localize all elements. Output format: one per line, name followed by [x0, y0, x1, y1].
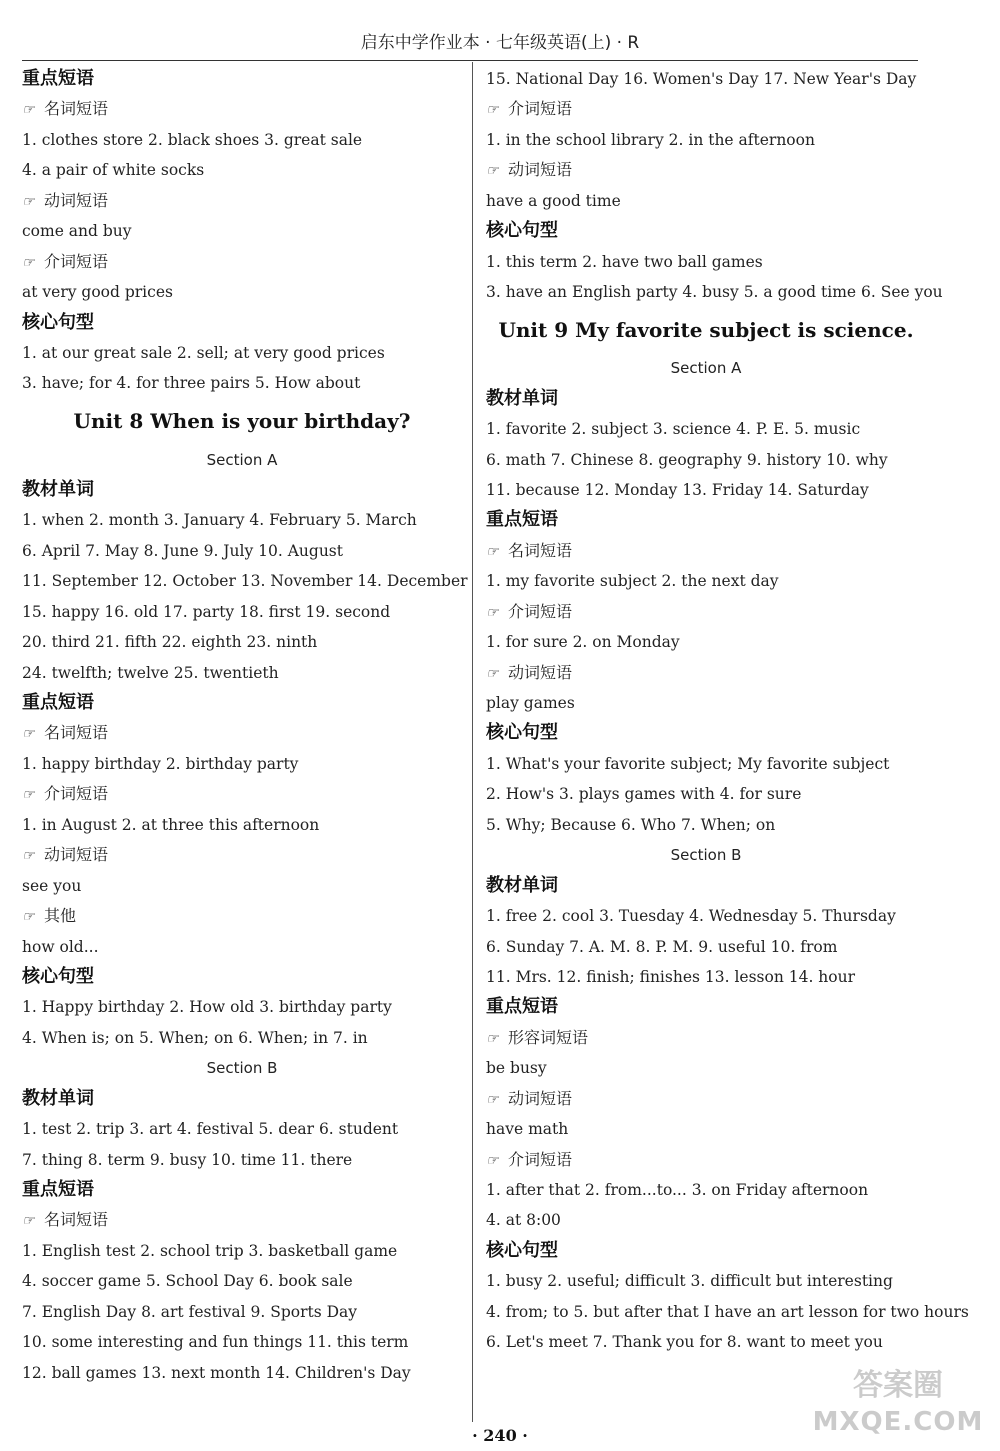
answer-line: 1. busy 2. useful; difficult 3. difficult but interesting — [486, 1272, 893, 1291]
answer-line: 11. September 12. October 13. November 14. December — [22, 572, 468, 591]
answer-line: 1. for sure 2. on Monday — [486, 633, 680, 652]
answer-line: 6. April 7. May 8. June 9. July 10. August — [22, 541, 343, 560]
left-column — [22, 64, 468, 1388]
section-label: Section A — [670, 359, 742, 378]
pointing-hand-icon: ☞ — [486, 102, 498, 119]
answer-line: 24. twelfth; twelve 25. twentieth — [22, 663, 279, 682]
section-heading: 重点短语 — [486, 996, 558, 1018]
pointing-hand-icon: ☞ — [22, 848, 34, 865]
answer-line: 4. When is; on 5. When; on 6. When; in 7. in — [22, 1028, 368, 1047]
answer-line: 15. happy 16. old 17. party 18. first 19. second — [22, 602, 391, 621]
pointing-hand-icon: ☞ — [486, 604, 498, 621]
phrase-category — [22, 186, 462, 216]
pointing-hand-icon: ☞ — [486, 1152, 498, 1169]
answer-line: have a good time — [486, 191, 621, 210]
answer-line: play games — [486, 694, 575, 712]
phrase-category-label: 动词短语 — [508, 1088, 573, 1108]
watermark-text-top: 答案圈 — [853, 1368, 943, 1403]
answer-line: 10. some interesting and fun things 11. this term — [22, 1333, 409, 1352]
section-label: Section A — [206, 450, 278, 469]
phrase-category — [486, 155, 926, 185]
section-heading: 重点短语 — [22, 692, 94, 713]
pointing-hand-icon: ☞ — [486, 163, 498, 180]
answer-line: 1. Happy birthday 2. How old 3. birthday party — [22, 998, 392, 1017]
phrase-category-label: 名词短语 — [44, 1210, 109, 1230]
phrase-category-label: 名词短语 — [44, 723, 109, 743]
answer-line: how old... — [22, 937, 99, 956]
section-heading: 重点短语 — [22, 1179, 94, 1200]
answer-line: come and buy — [22, 222, 132, 241]
answer-line: 3. have an English party 4. busy 5. a good time 6. See you — [486, 283, 943, 302]
header-rule — [22, 60, 918, 61]
watermark-logo — [808, 1366, 988, 1446]
answer-line: 2. How's 3. plays games with 4. for sure — [486, 785, 802, 804]
pointing-hand-icon: ☞ — [486, 1030, 498, 1047]
answer-line: see you — [22, 876, 82, 895]
phrase-category — [486, 536, 926, 566]
answer-line: 4. at 8:00 — [486, 1211, 561, 1230]
phrase-category-label: 动词短语 — [508, 160, 573, 180]
section-heading: 重点短语 — [22, 68, 94, 89]
phrase-category-label: 介词短语 — [508, 601, 573, 621]
page-number: · 240 · — [472, 1426, 528, 1445]
section-heading: 教材单词 — [22, 1087, 94, 1109]
phrase-category-label: 形容词短语 — [508, 1027, 589, 1047]
section-heading: 核心句型 — [486, 722, 558, 744]
phrase-category — [486, 597, 926, 627]
pointing-hand-icon: ☞ — [22, 102, 34, 119]
answer-line: 11. Mrs. 12. finish; finishes 13. lesson 14. hour — [486, 967, 856, 986]
answer-line: 1. this term 2. have two ball games — [486, 252, 763, 271]
pointing-hand-icon: ☞ — [22, 1213, 34, 1230]
pointing-hand-icon: ☞ — [486, 543, 498, 560]
unit-title: Unit 8 When is your birthday? — [73, 408, 411, 433]
pointing-hand-icon: ☞ — [22, 193, 34, 210]
answer-line: 5. Why; Because 6. Who 7. When; on — [486, 815, 776, 834]
answer-line: have math — [486, 1120, 569, 1139]
phrase-category — [486, 1084, 926, 1114]
right-column — [486, 64, 969, 1358]
answer-line: 3. have; for 4. for three pairs 5. How about — [22, 374, 361, 393]
section-heading: 核心句型 — [486, 1239, 558, 1261]
phrase-category-label: 介词短语 — [44, 784, 109, 804]
answer-line: 4. soccer game 5. School Day 6. book sale — [22, 1272, 353, 1291]
answer-line: 1. What's your favorite subject; My favorite subject — [486, 754, 890, 773]
answer-line: 1. English test 2. school trip 3. basketball game — [22, 1241, 398, 1260]
answer-line: 1. my favorite subject 2. the next day — [486, 572, 779, 591]
answer-line: 12. ball games 13. next month 14. Children's Day — [22, 1363, 411, 1382]
phrase-category-label: 介词短语 — [44, 251, 109, 271]
pointing-hand-icon: ☞ — [486, 1091, 498, 1108]
pointing-hand-icon: ☞ — [22, 909, 34, 926]
section-heading: 核心句型 — [486, 220, 558, 242]
answer-line: 1. after that 2. from...to... 3. on Friday afternoon — [486, 1181, 869, 1199]
answer-line: 1. free 2. cool 3. Tuesday 4. Wednesday 5. Thursday — [486, 907, 896, 926]
phrase-category — [22, 901, 462, 931]
phrase-category-label: 介词短语 — [508, 1149, 573, 1169]
phrase-category-label: 介词短语 — [508, 99, 573, 119]
answer-line: 1. clothes store 2. black shoes 3. great sale — [22, 130, 363, 149]
phrase-category — [486, 658, 926, 688]
phrase-category — [22, 840, 462, 870]
answer-line: 1. at our great sale 2. sell; at very good prices — [22, 343, 385, 362]
pointing-hand-icon: ☞ — [22, 726, 34, 743]
answer-line: 1. test 2. trip 3. art 4. festival 5. dear 6. student — [22, 1120, 399, 1139]
section-heading: 重点短语 — [486, 509, 558, 531]
answer-line: 6. Let's meet 7. Thank you for 8. want to meet you — [486, 1333, 883, 1352]
watermark-text-bottom: MXQE.COM — [812, 1407, 984, 1437]
phrase-category — [486, 94, 926, 124]
unit-title: Unit 9 My favorite subject is science. — [498, 317, 914, 342]
phrase-category-label: 名词短语 — [508, 540, 573, 560]
section-heading: 教材单词 — [486, 874, 558, 896]
phrase-category-label: 其他 — [44, 906, 77, 926]
answer-line: 15. National Day 16. Women's Day 17. New Year's Day — [486, 70, 917, 88]
phrase-category — [486, 1145, 926, 1175]
answer-line: at very good prices — [22, 283, 173, 302]
answer-line: 1. in the school library 2. in the afternoon — [486, 130, 815, 149]
pointing-hand-icon: ☞ — [22, 787, 34, 804]
answer-line: be busy — [486, 1059, 547, 1078]
phrase-category — [22, 94, 462, 124]
answer-line: 4. from; to 5. but after that I have an art lesson for two hours — [486, 1302, 969, 1321]
answer-line: 6. math 7. Chinese 8. geography 9. history 10. why — [486, 450, 888, 469]
answer-line: 7. English Day 8. art festival 9. Sports Day — [22, 1302, 358, 1321]
phrase-category — [22, 247, 462, 277]
answer-line: 11. because 12. Monday 13. Friday 14. Saturday — [486, 480, 869, 499]
pointing-hand-icon: ☞ — [486, 665, 498, 682]
section-label: Section B — [670, 846, 742, 865]
answer-line: 1. happy birthday 2. birthday party — [22, 754, 299, 773]
section-heading: 核心句型 — [22, 965, 94, 987]
answer-line: 1. when 2. month 3. January 4. February 5. March — [22, 511, 417, 530]
answer-line: 1. favorite 2. subject 3. science 4. P. E. 5. music — [486, 420, 861, 439]
answer-line: 7. thing 8. term 9. busy 10. time 11. there — [22, 1150, 353, 1169]
answer-line: 6. Sunday 7. A. M. 8. P. M. 9. useful 10. from — [486, 937, 838, 956]
phrase-category — [22, 779, 462, 809]
page-header: 启东中学作业本 · 七年级英语(上) · R — [360, 33, 640, 53]
phrase-category — [22, 718, 462, 748]
pointing-hand-icon: ☞ — [22, 254, 34, 271]
section-heading: 教材单词 — [486, 387, 558, 409]
phrase-category — [22, 1205, 462, 1235]
answer-line: 20. third 21. fifth 22. eighth 23. ninth — [22, 633, 318, 652]
phrase-category-label: 动词短语 — [44, 845, 109, 865]
phrase-category — [486, 1023, 926, 1053]
column-divider — [472, 62, 473, 1422]
answer-line: 4. a pair of white socks — [22, 161, 205, 180]
answer-line: 1. in August 2. at three this afternoon — [22, 815, 320, 834]
phrase-category-label: 动词短语 — [44, 190, 109, 210]
phrase-category-label: 名词短语 — [44, 99, 109, 119]
section-heading: 教材单词 — [22, 478, 94, 500]
section-heading: 核心句型 — [22, 311, 94, 333]
phrase-category-label: 动词短语 — [508, 662, 573, 682]
section-label: Section B — [206, 1059, 278, 1078]
